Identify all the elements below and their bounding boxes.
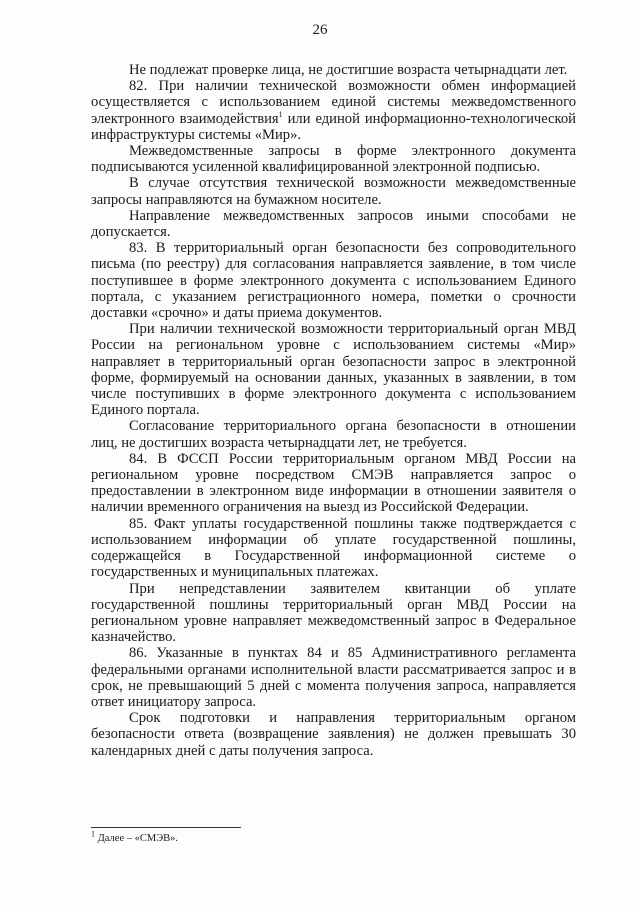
body-text (91, 62, 576, 759)
paragraph-85: 85. Факт уплаты государственной пошлины также подтверждается с использованием информации об уплате государственной пошлины, содержащейся в Государственной информационной системе о государственных и муниципальных платежах. (91, 515, 576, 581)
paragraph-other-methods: Направление межведомственных запросов иными способами не допускается. (91, 207, 576, 241)
paragraph-82-text: 82. При наличии технической возможности обмен информацией осуществляется с использованием единой системы межведомственного электронного взаимодействия (91, 78, 576, 127)
paragraph-treasury-request: При непредставлении заявителем квитанции об уплате государственной пошлины территориальный орган МВД России на региональном уровне направляет межведомственный запрос в Федеральное казначейство. (91, 580, 576, 646)
paragraph-82-continuation: или единой информационно-технологической инфраструктуры системы «Мир». (91, 110, 576, 143)
paragraph-82 (91, 78, 576, 143)
paragraph-83: 83. В территориальный орган безопасности без сопроводительного письма (по реестру) для согласования направляется заявление, в том числе поступившее в форме электронного документа с использованием Единого портала, с указанием регистрационного номера, пометки о срочности доставки «срочно» и даты приема документов. (91, 240, 576, 322)
paragraph-paper-requests: В случае отсутствия технической возможности межведомственные запросы направляются на бумажном носителе. (91, 175, 576, 208)
paragraph-mir-request: При наличии технической возможности территориальный орган МВД России на региональном уровне с использованием системы «Мир» направляет в территориальный орган безопасности запрос в электронной форме, формируемый на основании данных, указанных в заявлении, в том числе поступивших в форме электронного документа с использованием Единого портала. (91, 321, 576, 419)
paragraph-approval-not-required: Согласование территориального органа безопасности в отношении лиц, не достигших возраста четырнадцати лет, не требуется. (91, 418, 576, 451)
footnote (91, 829, 179, 845)
paragraph-84: 84. В ФССП России территориальным органом МВД России на региональном уровне посредством СМЭВ направляется запрос о предоставлении в электронном виде информации в отношении заявителя о наличии временного ограничения на выезд из Российской Федерации. (91, 450, 576, 516)
footnote-ref: 1 (278, 109, 283, 119)
paragraph-86: 86. Указанные в пунктах 84 и 85 Административного регламента федеральными органами исполнительной власти рассматривается запрос и в срок, не превышающий 5 дней с момента получения запроса, направляется ответ инициатору запроса. (91, 645, 576, 710)
footnote-marker: 1 (91, 829, 95, 839)
page-number: 26 (312, 22, 328, 38)
footnote-text: Далее – «СМЭВ». (97, 833, 179, 844)
paragraph-age-exemption: Не подлежат проверке лица, не достигшие возраста четырнадцати лет. (129, 62, 568, 78)
paragraph-electronic-signature: Межведомственные запросы в форме электронного документа подписываются усиленной квалифицированной электронной подписью. (91, 143, 576, 176)
paragraph-response-deadline: Срок подготовки и направления территориальным органом безопасности ответа (возвращение заявления) не должен превышать 30 календарных дней с даты получения запроса. (91, 710, 576, 759)
footnote-divider (91, 827, 241, 828)
